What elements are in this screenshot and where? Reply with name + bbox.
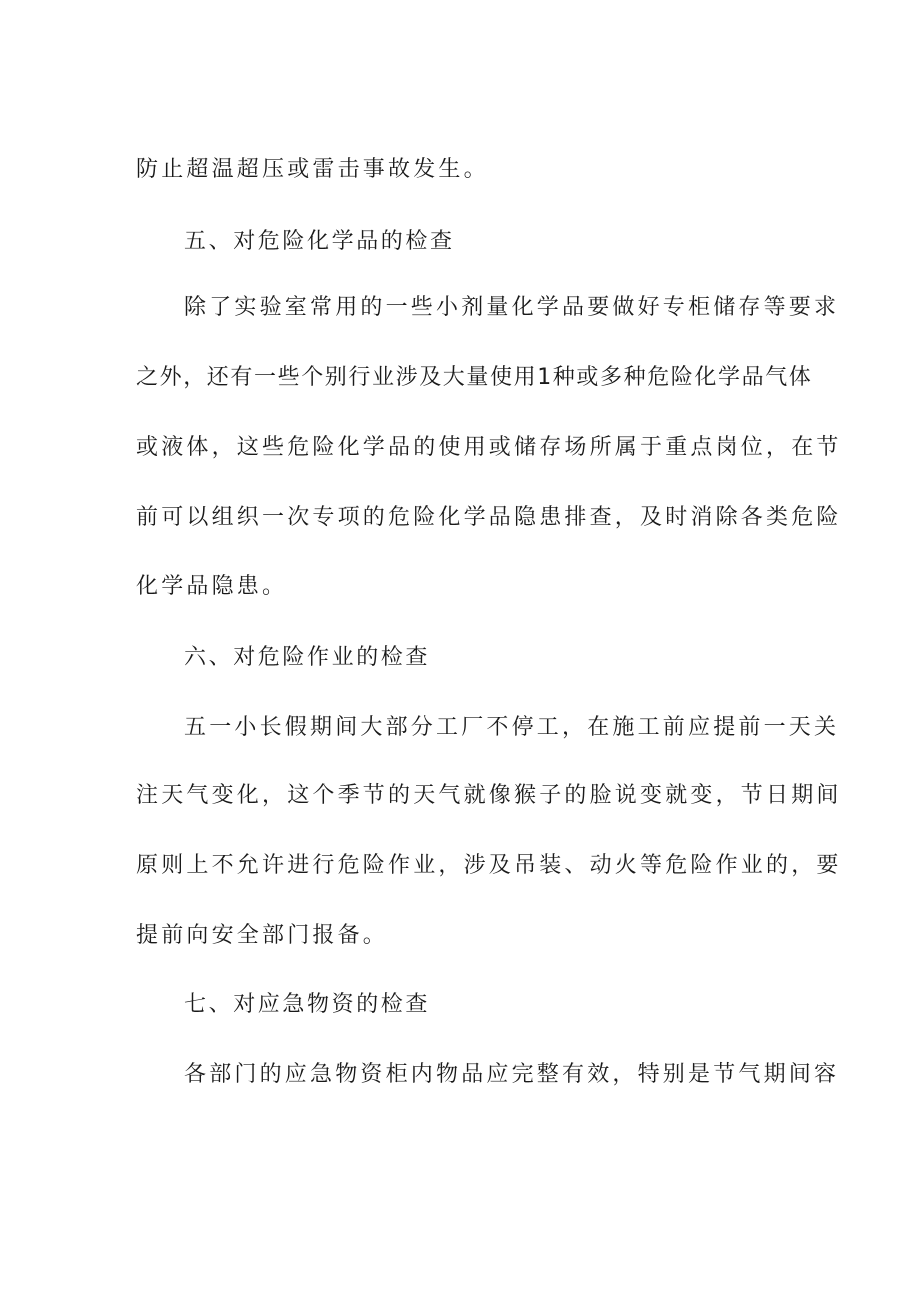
section-heading-7: 七、对应急物资的检查 — [184, 992, 431, 1017]
paragraph-line: 五一小长假期间大部分工厂不停工，在施工前应提前一天关 — [184, 715, 840, 740]
paragraph-line: 各部门的应急物资柜内物品应完整有效，特别是节气期间容 — [184, 1062, 840, 1087]
paragraph-line: 前可以组织一次专项的危险化学品隐患排查，及时消除各类危险 — [136, 505, 842, 530]
section-heading-6: 六、对危险作业的检查 — [184, 645, 431, 670]
paragraph-line: 或液体，这些危险化学品的使用或储存场所属于重点岗位，在节 — [136, 435, 842, 460]
paragraph-line: 提前向安全部门报备。 — [136, 923, 389, 948]
paragraph-line: 注天气变化，这个季节的天气就像猴子的脸说变就变，节日期间 — [136, 783, 842, 808]
paragraph-line: 除了实验室常用的一些小剂量化学品要做好专柜储存等要求 — [184, 295, 840, 320]
paragraph-line: 之外，还有一些个别行业涉及大量使用1种或多种危险化学品气体 — [136, 365, 813, 390]
paragraph-line: 防止超温超压或雷击事故发生。 — [136, 157, 489, 182]
paragraph-line: 原则上不允许进行危险作业，涉及吊装、动火等危险作业的，要 — [136, 853, 842, 878]
section-heading-5: 五、对危险化学品的检查 — [184, 229, 455, 254]
paragraph-line: 化学品隐患。 — [136, 574, 288, 599]
